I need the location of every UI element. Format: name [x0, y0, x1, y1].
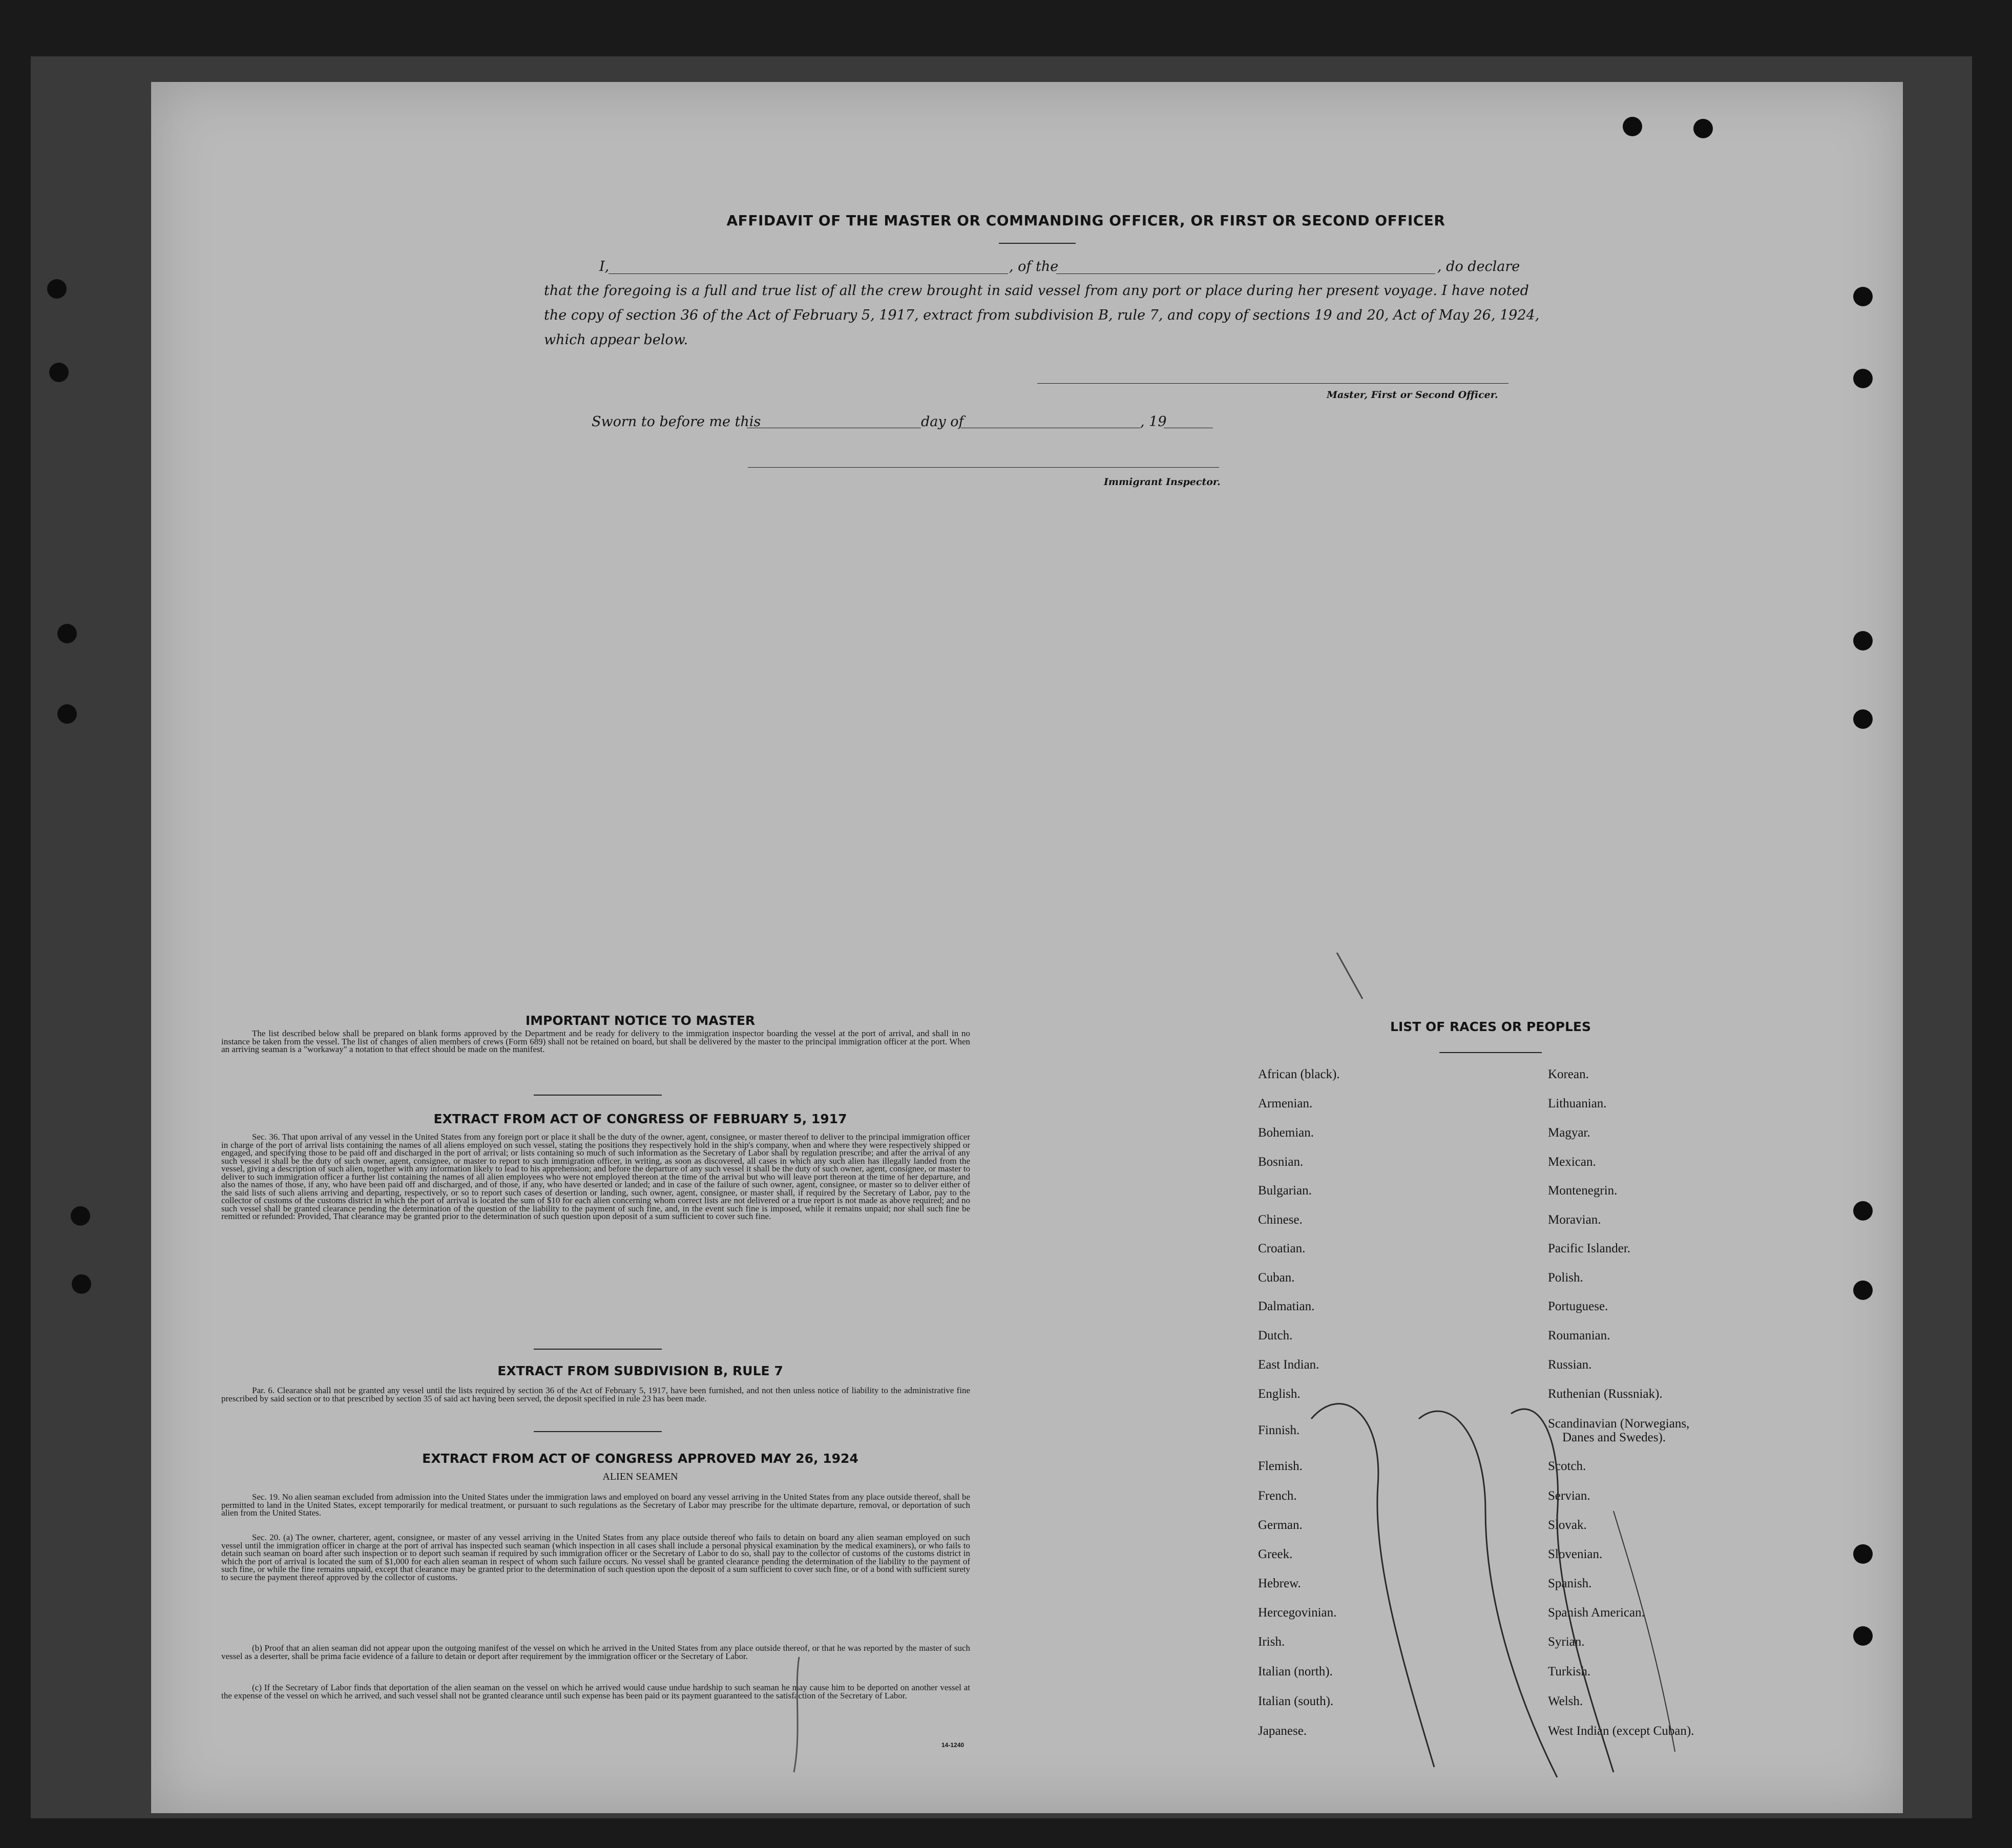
rule7-title: EXTRACT FROM SUBDIVISION B, RULE 7 [497, 1363, 783, 1378]
extract-1917-rule [534, 1349, 662, 1350]
binder-hole [57, 624, 77, 643]
race-left: Irish. [1258, 1635, 1285, 1649]
race-right: Pacific Islander. [1548, 1242, 1631, 1255]
affidavit-line-3: the copy of section 36 of the Act of February 5, 1917, extract from subdivision B, rule 7, and copy of sections 19 and 20, Act of May 26, 1924, [544, 307, 1540, 323]
label-i: I, [599, 259, 610, 275]
race-left: Cuban. [1258, 1271, 1295, 1285]
race-right: Slovak. [1548, 1518, 1587, 1532]
extract-1917-body: Sec. 36. That upon arrival of any vessel in the United States from any foreign port or place it shall be the duty of the owner, agent, consignee, or master thereof to deliver to the principal immigration officer in charge of the port of arrival lists containing the names of all aliens employed on such vessel, stating the positions they respectively hold in the ship's company, when and where they were respectively shipped or engaged, and specifying those to be paid off and discharged in the port of arrival; or lists containing so much of such information as the Secretary of Labor shall by regulation prescribe; and after the arrival of any such vessel it shall be the duty of such owner, agent, consignee, or master to report to such immigration officer, in writing, as soon as discovered, all cases in which any such alien has illegally landed from the vessel, giving a description of such alien, together with any information likely to lead to his apprehension; and before the departure of any such vessel it shall be the duty of such owner, agent, consignee, or master to deliver to such immigration officer a further list containing the names of all alien employees who were not employed thereon at the time of the arrival but who will leave port thereon at the time of her departure, and also the names of those, if any, who have been paid off and discharged, and of those, if any, who have deserted or landed; and in case of the failure of such owner, agent, consignee, or master so to deliver either of the said lists of such aliens arriving and departing, respectively, or so to report such cases of desertion or landing, such owner, agent, consignee, or master shall, if required by the Secretary of Labor, pay to the collector of customs of the customs district in which the port of arrival is located the sum of $10 for each alien concerning whom correct lists are not delivered or a true report is not made as above required; and no such vessel shall be granted clearance pending the determination of the question of the liability to the payment of such fine, and, in the event such fine is imposed, while it remains unpaid; nor shall such fine be remitted or refunded: Provided, That clearance may be granted prior to the determination of such question upon deposit of a sum sufficient to cover such fine. [221, 1132, 970, 1221]
binder-hole [72, 1274, 91, 1294]
race-right: Montenegrin. [1548, 1184, 1618, 1198]
race-right: Scotch. [1548, 1459, 1586, 1473]
signature-caption: Master, First or Second Officer. [1327, 389, 1498, 401]
race-left: Hercegovinian. [1258, 1606, 1337, 1620]
race-left: Japanese. [1258, 1724, 1307, 1738]
notice-title: IMPORTANT NOTICE TO MASTER [525, 1013, 756, 1028]
form-number: 14-1240 [941, 1741, 965, 1749]
signature-line[interactable] [1037, 383, 1508, 384]
extract-1917-title: EXTRACT FROM ACT OF CONGRESS OF FEBRUARY 5, 1917 [433, 1111, 847, 1126]
race-left: Flemish. [1258, 1459, 1303, 1473]
sworn-prefix: Sworn to before me this [592, 414, 761, 430]
sec20b-body: (b) Proof that an alien seaman did not appear upon the outgoing manifest of the vessel on which he arrived in the United States from any place outside thereof, or that he was reported by the master of such vessel as a deserter, shall be prima facie evidence of a failure to detain or deport after requirement by the immigration officer or the Secretary of Labor. [221, 1643, 970, 1661]
race-right: Ruthenian (Russniak). [1548, 1387, 1663, 1401]
notice-rule [534, 1095, 662, 1096]
notice-body: The list described below shall be prepared on blank forms approved by the Department and be ready for delivery to the immigration inspector boarding the vessel at the port of arrival, and shall in no instance be taken from the vessel. The list of changes of alien members of crews (Form 689) shall not be retained on board, but shall be delivered by the master to the principal immigration officer at the port. When an arriving seaman is a "workaway" a notation to that effect should be made on the manifest. [221, 1028, 970, 1054]
race-left: Chinese. [1258, 1213, 1303, 1227]
page-hole [1853, 369, 1873, 388]
race-right: Moravian. [1548, 1213, 1601, 1227]
race-left: Italian (north). [1258, 1665, 1333, 1678]
race-right: Spanish. [1548, 1577, 1592, 1590]
binder-hole [49, 363, 69, 382]
page-hole [1853, 1544, 1873, 1564]
page-hole [1853, 1280, 1873, 1300]
race-right: Magyar. [1548, 1126, 1590, 1140]
inspector-signature-line[interactable] [748, 467, 1219, 468]
binder-hole [71, 1206, 90, 1226]
race-right: Portuguese. [1548, 1299, 1608, 1313]
race-left: English. [1258, 1387, 1301, 1401]
race-left: Armenian. [1258, 1097, 1313, 1110]
page-hole [1853, 287, 1873, 306]
affidavit-line-2: that the foregoing is a full and true list of all the crew brought in said vessel from any port or place during her present voyage. I have noted [544, 283, 1529, 299]
race-left: East Indian. [1258, 1358, 1319, 1372]
race-right: Scandinavian (Norwegians, [1548, 1417, 1690, 1431]
race-left: Italian (south). [1258, 1694, 1334, 1708]
race-left: Bohemian. [1258, 1126, 1314, 1140]
races-rule [1439, 1052, 1542, 1053]
sec19-body: Sec. 19. No alien seaman excluded from admission into the United States under the immigration laws and employed on board any vessel arriving in the United States from any place outside thereof, shall be permitted to land in the United States, except temporarily for medical treatment, or pursuant to such regulations as the Secretary of Labor may prescribe for the ultimate departure, removal, or deportation of such alien from the United States. [221, 1492, 970, 1518]
affidavit-line-4: which appear below. [544, 332, 688, 348]
sec20c-body: (c) If the Secretary of Labor finds that deportation of the alien seaman on the vessel on which he arrived would cause undue hardship to such seaman he may cause him to be deported on another vessel at the expense of the vessel on which he arrived, and such vessel shall not be granted clearance until such expense has been paid or its payment guaranteed to the satisfaction of the Secretary of Labor. [221, 1683, 970, 1700]
race-right: Slovenian. [1548, 1547, 1603, 1561]
races-title: LIST OF RACES OR PEOPLES [1390, 1019, 1591, 1034]
race-left: German. [1258, 1518, 1303, 1532]
binder-hole [47, 279, 67, 299]
sworn-year-label: , 19 [1140, 414, 1167, 430]
race-left: African (black). [1258, 1067, 1340, 1081]
page-hole [1853, 1626, 1873, 1646]
race-left: Greek. [1258, 1547, 1293, 1561]
label-of-the: , of the [1009, 259, 1059, 275]
sec20a-body: Sec. 20. (a) The owner, charterer, agent, consignee, or master of any vessel arriving in the United States from any place outside thereof who fails to detain on board any alien seaman employed on such vessel until the immigration officer in charge at the port of arrival has inspected such seaman (which inspection in all cases shall include a personal physical examination by the medical examiners), or who fails to detain such seaman on board after such inspection or to deport such seaman if required by such immigration officer or the Secretary of Labor to do so, shall pay to the collector of customs of the customs district in which the port of arrival is located the sum of $1,000 for each alien seaman in respect of whom such failure occurs. No vessel shall be granted clearance pending the determination of the liability to the payment of such fine, or while the fine remains unpaid, except that clearance may be granted prior to the determination of such question upon the deposit of a sum sufficient to cover such fine, or of a bond with sufficient surety to secure the payment thereof approved by the collector of customs. [221, 1532, 970, 1582]
race-right: Russian. [1548, 1358, 1592, 1372]
race-right: Lithuanian. [1548, 1097, 1607, 1110]
alien-seamen-subtitle: ALIEN SEAMEN [602, 1471, 678, 1482]
race-left: Hebrew. [1258, 1577, 1301, 1590]
sworn-day-label: day of [921, 414, 964, 430]
page-hole [1623, 117, 1642, 136]
race-right: Syrian. [1548, 1635, 1585, 1649]
race-right: Polish. [1548, 1271, 1583, 1285]
race-left: Dalmatian. [1258, 1299, 1315, 1313]
race-right: Mexican. [1548, 1155, 1596, 1169]
race-left: Bosnian. [1258, 1155, 1304, 1169]
race-right: Danes and Swedes). [1562, 1431, 1666, 1444]
extract-1924-title: EXTRACT FROM ACT OF CONGRESS APPROVED MAY 26, 1924 [422, 1451, 858, 1466]
race-right: Turkish. [1548, 1665, 1591, 1678]
race-right: Welsh. [1548, 1694, 1583, 1708]
page-hole [1693, 119, 1713, 138]
rule7-body: Par. 6. Clearance shall not be granted any vessel until the lists required by section 36 of the Act of February 5, 1917, have been furnished, and not then unless notice of liability to the administrative fine prescribed by said section or to that prescribed by section 35 of said act having been served, the deposit specified in rule 23 has been made. [221, 1385, 970, 1403]
race-left: Croatian. [1258, 1242, 1306, 1255]
race-right: West Indian (except Cuban). [1548, 1724, 1694, 1738]
page-hole [1853, 631, 1873, 650]
affidavit-title: AFFIDAVIT OF THE MASTER OR COMMANDING OFFICER, OR FIRST OR SECOND OFFICER [726, 212, 1445, 229]
race-left: Dutch. [1258, 1329, 1293, 1342]
race-left: Finnish. [1258, 1423, 1300, 1437]
page-hole [1853, 709, 1873, 729]
label-do-declare: , do declare [1437, 259, 1520, 275]
race-right: Korean. [1548, 1067, 1589, 1081]
race-left: French. [1258, 1489, 1297, 1503]
page-hole [1853, 1201, 1873, 1221]
race-right: Servian. [1548, 1489, 1590, 1503]
inspector-caption: Immigrant Inspector. [1104, 476, 1221, 488]
rule7-rule [534, 1431, 662, 1432]
race-right: Roumanian. [1548, 1329, 1610, 1342]
race-left: Bulgarian. [1258, 1184, 1312, 1198]
binder-hole [57, 704, 77, 724]
race-right: Spanish American. [1548, 1606, 1645, 1620]
title-rule [999, 243, 1076, 244]
